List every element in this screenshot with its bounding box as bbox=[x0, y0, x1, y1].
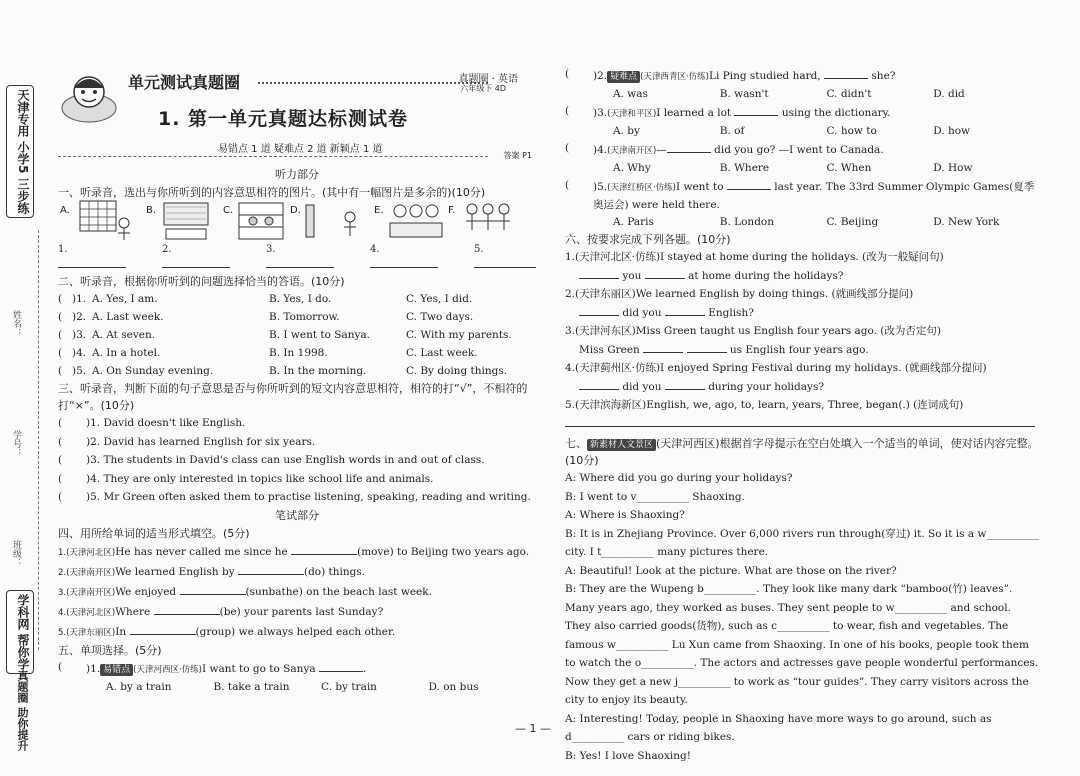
list-item[interactable]: ( )2. David has learned English for six years. bbox=[58, 433, 536, 452]
mc-options-1 bbox=[58, 679, 536, 696]
option-a[interactable]: A. Why bbox=[613, 162, 651, 174]
rewrite-answer-2 bbox=[565, 303, 1040, 322]
option-d[interactable]: D. on bus bbox=[428, 680, 479, 693]
listening-part-title: 听力部分 bbox=[275, 168, 319, 181]
section-4-title: 四、用所给单词的适当形式填空。(5分) bbox=[58, 526, 250, 540]
section-4-items bbox=[58, 542, 536, 642]
answer-blank[interactable] bbox=[319, 659, 363, 672]
question-text: 5.(天津滨海新区)English, we, ago, to, learn, years, Three, began(.) (连词成句) bbox=[565, 399, 964, 411]
rewrite-question-3 bbox=[565, 322, 1040, 340]
name-field-label: 姓名： bbox=[11, 310, 21, 337]
option-a[interactable]: A. by a train bbox=[106, 680, 172, 693]
section-2-title: 二、听录音，根据你所听到的问题选择恰当的答语。(10分) bbox=[58, 275, 345, 288]
brand-label-2: 学科网 帮你学 bbox=[6, 590, 34, 674]
item-text: In bbox=[115, 625, 127, 638]
section-6-items bbox=[565, 248, 1040, 433]
list-item bbox=[58, 602, 536, 622]
option-a: A. On Sunday evening. bbox=[92, 365, 214, 377]
answer-blank[interactable] bbox=[643, 340, 683, 353]
question-text: 1.(天津河北区·仿练)I stayed at home during the holidays. (改为一般疑问句) bbox=[565, 251, 944, 263]
list-item[interactable]: ( )4. They are only interested in topics like school life and animals. bbox=[58, 470, 536, 489]
option-c: C. Yes, I did. bbox=[406, 293, 473, 305]
mascot-logo-icon bbox=[60, 68, 118, 126]
list-item bbox=[58, 582, 536, 602]
rewrite-answer-4 bbox=[565, 377, 1040, 396]
source-label: 4.(天津河北区) bbox=[58, 607, 116, 618]
right-column bbox=[565, 66, 1040, 765]
section-7-instructions: (天津河西区)根据首字母提示在空白处填入一个适当的单词，使对话内容完整。(10分) bbox=[565, 437, 1039, 467]
writing-part-title: 笔试部分 bbox=[275, 508, 319, 522]
option-b[interactable]: B. London bbox=[719, 216, 775, 228]
option-a: A. In a hotel. bbox=[92, 347, 161, 359]
option-b[interactable]: B. wasn't bbox=[719, 88, 769, 100]
pic-option-a bbox=[60, 205, 70, 216]
option-c[interactable]: C. didn't bbox=[826, 88, 872, 100]
pic-option-d bbox=[290, 205, 301, 216]
answer-blank[interactable] bbox=[130, 622, 196, 635]
dialogue-line: B: I went to v__________ Shaoxing. bbox=[565, 490, 745, 503]
option-d[interactable]: D. New York bbox=[933, 216, 1000, 228]
answer-blank[interactable] bbox=[291, 542, 357, 555]
header-dots bbox=[258, 82, 488, 84]
option-b[interactable]: B. of bbox=[719, 125, 745, 137]
option-a: A. At seven. bbox=[92, 329, 156, 341]
brand-label-3: 真题圈 助你提升 bbox=[16, 670, 29, 751]
item-text: Where bbox=[115, 605, 151, 618]
option-d[interactable]: D. How bbox=[933, 162, 973, 174]
exam-header bbox=[58, 66, 536, 158]
answer-text: did you bbox=[622, 307, 662, 319]
answer-blank[interactable] bbox=[727, 177, 771, 190]
list-item[interactable]: ( )4. A. In a hotel. B. In 1998. C. Last week. bbox=[58, 344, 536, 362]
pic-option-b bbox=[146, 205, 156, 216]
calendar-picture-icon bbox=[74, 199, 134, 243]
difficulty-meta: 易错点 1 道 疑难点 2 道 新颖点 1 道 bbox=[218, 144, 383, 155]
answer-ref: 答案 P1 bbox=[503, 151, 532, 160]
grade-label: 六年级下 4D bbox=[460, 84, 506, 93]
bookshelf-picture-icon bbox=[235, 199, 287, 243]
series-title: 单元测试真题圈 bbox=[128, 73, 241, 92]
option-b[interactable]: B. Where bbox=[719, 162, 770, 174]
answer-text: during your holidays? bbox=[708, 381, 824, 393]
option-c[interactable]: C. how to bbox=[826, 125, 877, 137]
rewrite-question-2 bbox=[565, 285, 1040, 303]
binding-strip bbox=[0, 0, 40, 776]
source-label: 3.(天津南开区) bbox=[58, 587, 116, 598]
pic-letter-f: F. bbox=[448, 205, 456, 216]
list-item[interactable]: ( )3. A. At seven. B. I went to Sanya. C. With my parents. bbox=[58, 326, 536, 344]
statement-text: )5. Mr Green often asked them to practise listening, speaking, reading and writing. bbox=[86, 491, 531, 503]
item-number: )2. bbox=[593, 70, 608, 82]
mc-question-5: ( )5.(天津红桥区·仿练)I went to last year. The 33rd Summer Olympic Games(夏季奥运会) were held there. A. Paris B. London C. Beijing D. New York bbox=[565, 177, 1040, 231]
source-label: 5.(天津东丽区) bbox=[58, 627, 116, 638]
dialogue-line: B: It is in Zhejiang Province. Over 6,000 rivers run through(穿过) it. So it is a w__________ city. I t__________ many pictures there. bbox=[565, 527, 1039, 558]
item-text: (do) things. bbox=[303, 565, 366, 578]
question-text: 4.(天津蓟州区·仿练)I enjoyed Spring Festival during my holidays. (就画线部分提问) bbox=[565, 362, 987, 374]
dialogue bbox=[565, 469, 1040, 765]
item-text: (be) your parents last Sunday? bbox=[219, 605, 384, 618]
rewrite-question-1 bbox=[565, 248, 1040, 266]
answer-blank[interactable] bbox=[579, 377, 619, 390]
dialogue-line: B: They are the Wupeng b__________. They look like many dark “bamboo(竹) leaves”. Many years ago, they worked as buses. They sent people to w__________ and school. They also carried goods(货物), such as c__________ to wear, fish and vegetables. The famous w__________ Lu Xun came from Shaoxing. In one of his books, people took them to watch the o__________. The actors and actresses gave people wonderful performances. Now they get a new j__________ to work as “tour guides”. They carry visitors across the city to enjoy its beauty. bbox=[565, 583, 1039, 706]
answer-blank[interactable] bbox=[154, 602, 220, 615]
list-item[interactable]: ( )2. A. Last week. B. Tomorrow. C. Two days. bbox=[58, 308, 536, 326]
source-label: (天津南开区) bbox=[607, 146, 657, 156]
list-item[interactable]: ( )5. A. On Sunday evening. B. In the morning. C. By doing things. bbox=[58, 362, 536, 380]
answer-blank[interactable] bbox=[665, 377, 705, 390]
question-text: I want to go to Sanya bbox=[201, 662, 316, 675]
source-label: 2.(天津南开区) bbox=[58, 567, 116, 578]
item-number: )5. bbox=[593, 181, 608, 193]
page-title: 1. 第一单元真题达标测试卷 bbox=[158, 108, 409, 130]
pic-letter-d: D. bbox=[290, 205, 301, 216]
item-text: (sunbathe) on the beach last week. bbox=[245, 585, 432, 598]
option-b: B. In 1998. bbox=[269, 347, 328, 359]
answer-text: Miss Green bbox=[579, 344, 640, 356]
option-b: B. In the morning. bbox=[269, 365, 367, 377]
pic-letter-b: B. bbox=[146, 205, 157, 216]
difficult-badge: 疑难点 bbox=[607, 71, 640, 83]
rewrite-question-5 bbox=[565, 396, 1040, 414]
section-7-number: 七、 bbox=[565, 437, 587, 450]
item-number: )4. bbox=[593, 144, 608, 156]
item-text: We learned English by bbox=[115, 565, 235, 578]
mc-question-2: ( )2. 疑难点 (天津西青区·仿练)Li Ping studied hard, she? A. was B. wasn't C. didn't D. did bbox=[565, 66, 1040, 103]
list-item bbox=[58, 622, 536, 642]
rewrite-answer-5 bbox=[565, 414, 1040, 433]
list-item[interactable]: ( )1. David doesn't like English. bbox=[58, 414, 536, 433]
option-a[interactable]: A. by bbox=[613, 125, 640, 137]
section-5-title: 五、单项选择。(5分) bbox=[58, 643, 162, 657]
question-text: — bbox=[656, 144, 667, 156]
item-text: (group) we always helped each other. bbox=[195, 625, 396, 638]
section-3-title: 三、听录音，判断下面的句子意思是否与你所听到的短文内容意思相符，相符的打“√”，不相符的打“×”。(10分) bbox=[58, 382, 528, 412]
item-number: )4. bbox=[72, 347, 87, 359]
option-b: B. I went to Sanya. bbox=[269, 329, 371, 341]
blank-num: 5. bbox=[474, 244, 484, 255]
section-7-title bbox=[565, 435, 1040, 469]
pic-option-f bbox=[448, 205, 455, 216]
item-number: )5. bbox=[72, 365, 87, 377]
student-number-field-label: 学号： bbox=[11, 430, 21, 457]
answer-text: at home during the holidays? bbox=[688, 270, 844, 282]
pic-option-e bbox=[374, 205, 384, 216]
option-c[interactable]: C. When bbox=[826, 162, 872, 174]
pic-letter-e: E. bbox=[374, 205, 384, 216]
blank-num: 2. bbox=[162, 244, 172, 255]
statement-text: )3. The students in David's class can use English words in and out of class. bbox=[86, 454, 485, 466]
answer-text: you bbox=[622, 270, 642, 282]
item-number: )2. bbox=[72, 311, 87, 323]
blank-num: 1. bbox=[58, 244, 68, 255]
source-label: (天津和平区) bbox=[607, 109, 657, 119]
pic-letter-c: C. bbox=[223, 205, 234, 216]
question-text: Li Ping studied hard, bbox=[708, 70, 821, 82]
source-label: 1.(天津河北区) bbox=[58, 547, 116, 558]
dictionary-picture-icon bbox=[302, 199, 362, 243]
option-a[interactable]: A. was bbox=[613, 88, 648, 100]
section-6-title: 六、按要求完成下列各题。(10分) bbox=[565, 233, 731, 246]
cut-line bbox=[38, 230, 39, 650]
option-a: A. Last week. bbox=[92, 311, 164, 323]
pic-option-c bbox=[223, 205, 233, 216]
error-prone-badge: 易错点 bbox=[100, 664, 133, 676]
picture-answer-blanks bbox=[58, 244, 536, 271]
list-item bbox=[58, 562, 536, 582]
header-rule bbox=[58, 156, 488, 157]
answer-blank[interactable] bbox=[824, 66, 868, 79]
option-c: C. By doing things. bbox=[406, 365, 508, 377]
item-number: )1. bbox=[72, 293, 87, 305]
rewrite-answer-3 bbox=[565, 340, 1040, 359]
statement-text: )1. David doesn't like English. bbox=[86, 417, 246, 429]
item-text: He has never called me since he bbox=[115, 545, 288, 558]
answer-blank[interactable] bbox=[579, 266, 619, 279]
answer-text: English? bbox=[708, 307, 754, 319]
statement-text: )4. They are only interested in topics like school life and animals. bbox=[86, 472, 434, 485]
left-column bbox=[58, 66, 536, 696]
question-text: I went to bbox=[675, 181, 724, 193]
question-text: I learned a lot bbox=[656, 107, 732, 119]
option-d[interactable]: D. did bbox=[933, 88, 965, 100]
option-b: B. Tomorrow. bbox=[269, 311, 340, 323]
option-a[interactable]: A. Paris bbox=[613, 216, 654, 228]
question-text: 2.(天津东丽区)We learned English by doing things. (就画线部分提问) bbox=[565, 288, 914, 300]
students-picture-icon bbox=[386, 199, 446, 243]
mc-question-1: ( )1. 易错点 (天津河西区·仿练)I want to go to Sanya . bbox=[58, 660, 367, 675]
question-tail: . bbox=[362, 662, 367, 675]
question-text: last year. The 33rd Summer Olympic Games(夏季奥运会) were held there. bbox=[593, 181, 1035, 211]
answer-blank[interactable] bbox=[734, 103, 778, 116]
rewrite-question-4 bbox=[565, 359, 1040, 377]
series-tag: 真题圈 · 英语 bbox=[458, 74, 518, 85]
dialogue-line: A: Where is Shaoxing? bbox=[565, 509, 685, 521]
option-c[interactable]: C. Beijing bbox=[826, 216, 879, 228]
picture-options bbox=[58, 205, 536, 251]
list-item[interactable]: ( )3. The students in David's class can use English words in and out of class. bbox=[58, 451, 536, 470]
option-a: A. Yes, I am. bbox=[92, 293, 158, 305]
answer-blank[interactable] bbox=[687, 340, 727, 353]
source-label: (天津河西区·仿练) bbox=[133, 664, 202, 675]
answer-blank[interactable] bbox=[579, 303, 619, 316]
dialogue-line: A: Interesting! Today, people in Shaoxing have more ways to go around, such as d__________ cars or riding bikes. bbox=[565, 712, 992, 743]
pic-letter-a: A. bbox=[60, 205, 70, 216]
group-picture-icon bbox=[460, 199, 516, 243]
option-c: C. With my parents. bbox=[406, 329, 512, 341]
option-c: C. Two days. bbox=[406, 311, 474, 323]
section-2-items bbox=[58, 290, 536, 380]
item-text: (move) to Beijing two years ago. bbox=[357, 545, 530, 558]
answer-blank[interactable] bbox=[645, 266, 685, 279]
rewrite-answer-1 bbox=[565, 266, 1040, 285]
mc-question-4: ( )4.(天津南开区)— did you go? —I went to Canada. A. Why B. Where C. When D. How bbox=[565, 140, 1040, 177]
answer-blank[interactable] bbox=[238, 562, 304, 575]
section-3-items bbox=[58, 414, 536, 507]
page-number: — 1 — bbox=[515, 722, 551, 735]
brand-label: 天津专用 小学5 三步练 bbox=[6, 85, 34, 218]
question-text: using the dictionary. bbox=[781, 107, 891, 119]
answer-blank[interactable] bbox=[665, 303, 705, 316]
answer-blank[interactable] bbox=[667, 140, 711, 153]
question-text: 3.(天津河东区)Miss Green taught us English four years ago. (改为否定句) bbox=[565, 325, 941, 337]
source-label: (天津西青区·仿练) bbox=[640, 72, 709, 82]
option-b: B. Yes, I do. bbox=[269, 293, 332, 305]
list-item bbox=[58, 542, 536, 562]
answer-text: did you bbox=[622, 381, 662, 393]
answer-text: us English four years ago. bbox=[729, 344, 869, 356]
question-text: she? bbox=[871, 70, 896, 82]
option-c: C. Last week. bbox=[406, 347, 478, 359]
answer-blank[interactable] bbox=[565, 414, 1035, 427]
item-number: )3. bbox=[593, 107, 608, 119]
list-item[interactable]: ( )5. Mr Green often asked them to practise listening, speaking, reading and writing. bbox=[58, 488, 536, 507]
classroom-picture-icon bbox=[158, 199, 214, 243]
blank-num: 3. bbox=[266, 244, 276, 255]
question-text: did you go? —I went to Canada. bbox=[714, 144, 884, 156]
dialogue-line: B: Yes! I love Shaoxing! bbox=[565, 749, 691, 762]
option-b[interactable]: B. take a train bbox=[213, 680, 290, 693]
option-c[interactable]: C. by train bbox=[321, 680, 377, 693]
item-number: )3. bbox=[72, 329, 87, 341]
section-1-title: 一、听录音，选出与你所听到的内容意思相符的图片。(其中有一幅图片是多余的)(10分) bbox=[58, 186, 486, 199]
class-field-label: 班级： bbox=[11, 540, 21, 567]
blank-num: 4. bbox=[370, 244, 380, 255]
option-d[interactable]: D. how bbox=[933, 125, 971, 137]
item-text: We enjoyed bbox=[115, 585, 177, 598]
answer-blank[interactable] bbox=[180, 582, 246, 595]
new-material-badge: 新素材人文景区 bbox=[587, 439, 656, 451]
mc-question-3: ( )3.(天津和平区)I learned a lot using the dictionary. A. by B. of C. how to D. how bbox=[565, 103, 1040, 140]
source-label: (天津红桥区·仿练) bbox=[607, 183, 676, 193]
item-number: )1. bbox=[86, 662, 101, 675]
dialogue-line: A: Beautiful! Look at the picture. What are those on the river? bbox=[565, 564, 897, 577]
list-item[interactable]: ( )1. A. Yes, I am. B. Yes, I do. C. Yes, I did. bbox=[58, 290, 536, 308]
dialogue-line: A: Where did you go during your holidays? bbox=[565, 472, 793, 484]
statement-text: )2. David has learned English for six years. bbox=[86, 435, 316, 448]
